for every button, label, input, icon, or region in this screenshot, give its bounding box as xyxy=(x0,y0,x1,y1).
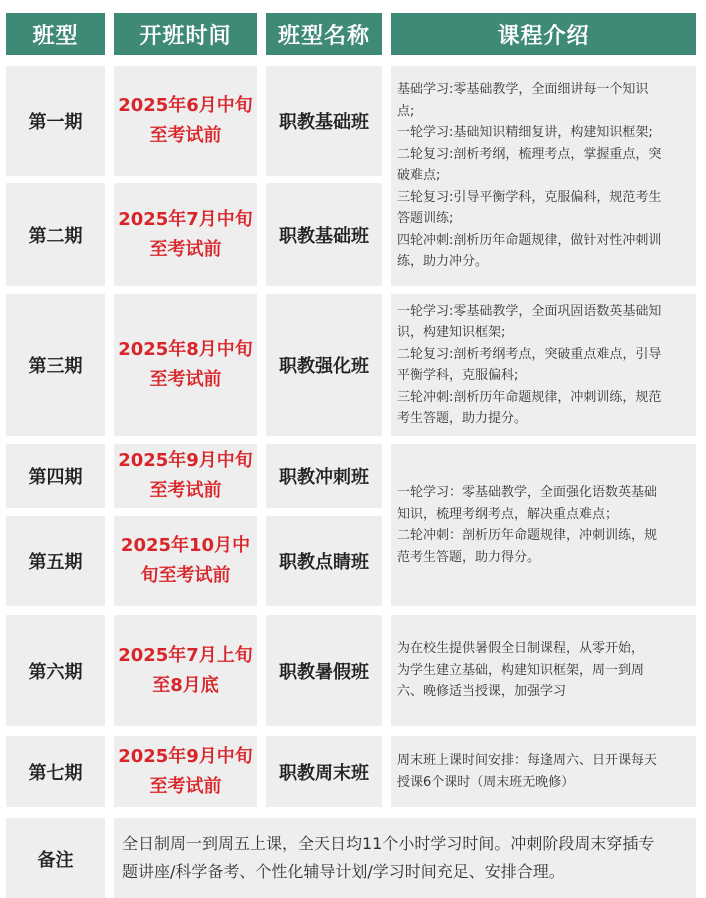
period-label: 第四期 xyxy=(6,444,105,508)
start-date-line: 至考试前 xyxy=(149,369,222,390)
class-name: 职教周末班 xyxy=(266,736,382,807)
start-date xyxy=(114,736,257,807)
course-intro-sprint xyxy=(391,444,696,606)
class-name: 职教强化班 xyxy=(266,294,382,436)
intro-line: 六、晚修适当授课，加强学习 xyxy=(397,684,567,700)
note-line: 题讲座/科学备考、个性化辅导计划/学习时间充足、安排合理。 xyxy=(122,862,565,881)
start-date xyxy=(114,183,257,286)
intro-line: 一轮学习:基础知识精细复讲，构建知识框架; xyxy=(397,125,653,141)
start-date-line: 2025年6月中旬 xyxy=(118,95,253,116)
intro-line: 二轮复习:剖析考纲考点，突破重点难点，引导 xyxy=(397,346,662,362)
header-type: 班型 xyxy=(6,13,105,55)
intro-line: 为学生建立基础，构建知识框架，周一到周 xyxy=(397,662,645,678)
course-intro-summer xyxy=(391,615,696,726)
class-name: 职教冲刺班 xyxy=(266,444,382,508)
period-label: 第六期 xyxy=(6,615,105,726)
header-class-name: 班型名称 xyxy=(266,13,382,55)
intro-line: 三轮冲刺:剖析历年命题规律，冲刺训练，规范 xyxy=(397,389,662,405)
header-start-time: 开班时间 xyxy=(114,13,257,55)
start-date-line: 至考试前 xyxy=(149,125,222,146)
intro-line: 识，构建知识框架; xyxy=(397,325,506,340)
class-name: 职教基础班 xyxy=(266,183,382,286)
intro-line: 答题训练; xyxy=(397,211,454,227)
start-date-line: 2025年9月中旬 xyxy=(118,745,253,767)
intro-line: 练，助力冲分。 xyxy=(397,254,489,270)
header-intro: 课程介绍 xyxy=(391,13,696,55)
intro-line: 一轮学习：零基础教学，全面强化语数英基础 xyxy=(397,485,658,500)
start-date-line: 2025年7月上旬 xyxy=(118,644,253,666)
intro-line: 授课6个课时（周末班无晚修） xyxy=(397,774,575,790)
start-date-line: 2025年8月中旬 xyxy=(118,339,253,360)
period-label: 第三期 xyxy=(6,294,105,436)
intro-line: 范考生答题，助力得分。 xyxy=(397,549,541,565)
start-date-line: 至8月底 xyxy=(152,674,219,696)
intro-line: 为在校生提供暑假全日制课程，从零开始， xyxy=(397,641,645,657)
start-date-line: 2025年10月中 xyxy=(120,535,251,556)
intro-line: 三轮复习:引导平衡学科，克服偏科，规范考生 xyxy=(397,189,662,205)
note-content xyxy=(114,818,696,898)
intro-line: 考生答题，助力提分。 xyxy=(397,411,528,426)
intro-line: 二轮复习:剖析考纲，梳理考点，掌握重点，突 xyxy=(397,146,662,162)
start-date xyxy=(114,516,257,606)
start-date xyxy=(114,615,257,726)
start-date-line: 至考试前 xyxy=(149,775,222,797)
course-intro-basic xyxy=(391,66,696,286)
note-label: 备注 xyxy=(6,818,105,898)
note-line: 全日制周一到周五上课，全天日均11个小时学习时间。冲刺阶段周末穿插专 xyxy=(122,834,655,853)
intro-line: 四轮冲刺:剖析历年命题规律，做针对性冲刺训 xyxy=(397,232,662,248)
class-name: 职教点睛班 xyxy=(266,516,382,606)
start-date-line: 至考试前 xyxy=(149,480,222,501)
period-label: 第二期 xyxy=(6,183,105,286)
start-date-line: 旬至考试前 xyxy=(140,565,231,586)
period-label: 第七期 xyxy=(6,736,105,807)
intro-line: 知识，梳理考纲考点，解决重点难点； xyxy=(397,506,619,522)
intro-line: 破难点; xyxy=(397,168,441,184)
intro-line: 平衡学科，克服偏科; xyxy=(397,368,519,383)
start-date xyxy=(114,294,257,436)
start-date-line: 2025年7月中旬 xyxy=(118,208,253,230)
intro-line: 点; xyxy=(397,103,415,119)
period-label: 第一期 xyxy=(6,66,105,176)
intro-line: 二轮冲刺：剖析历年命题规律，冲刺训练，规 xyxy=(397,528,658,543)
period-label: 第五期 xyxy=(6,516,105,606)
intro-line: 基础学习:零基础教学，全面细讲每一个知识 xyxy=(397,82,649,98)
course-intro-weekend xyxy=(391,736,696,807)
class-name: 职教暑假班 xyxy=(266,615,382,726)
start-date-line: 2025年9月中旬 xyxy=(118,450,253,471)
start-date xyxy=(114,66,257,176)
course-intro-strengthen xyxy=(391,294,696,436)
intro-line: 周末班上课时间安排：每逢周六、日开课每天 xyxy=(397,753,658,768)
intro-line: 一轮学习:零基础教学，全面巩固语数英基础知 xyxy=(397,303,662,319)
start-date-line: 至考试前 xyxy=(149,238,222,260)
class-name: 职教基础班 xyxy=(266,66,382,176)
start-date xyxy=(114,444,257,508)
